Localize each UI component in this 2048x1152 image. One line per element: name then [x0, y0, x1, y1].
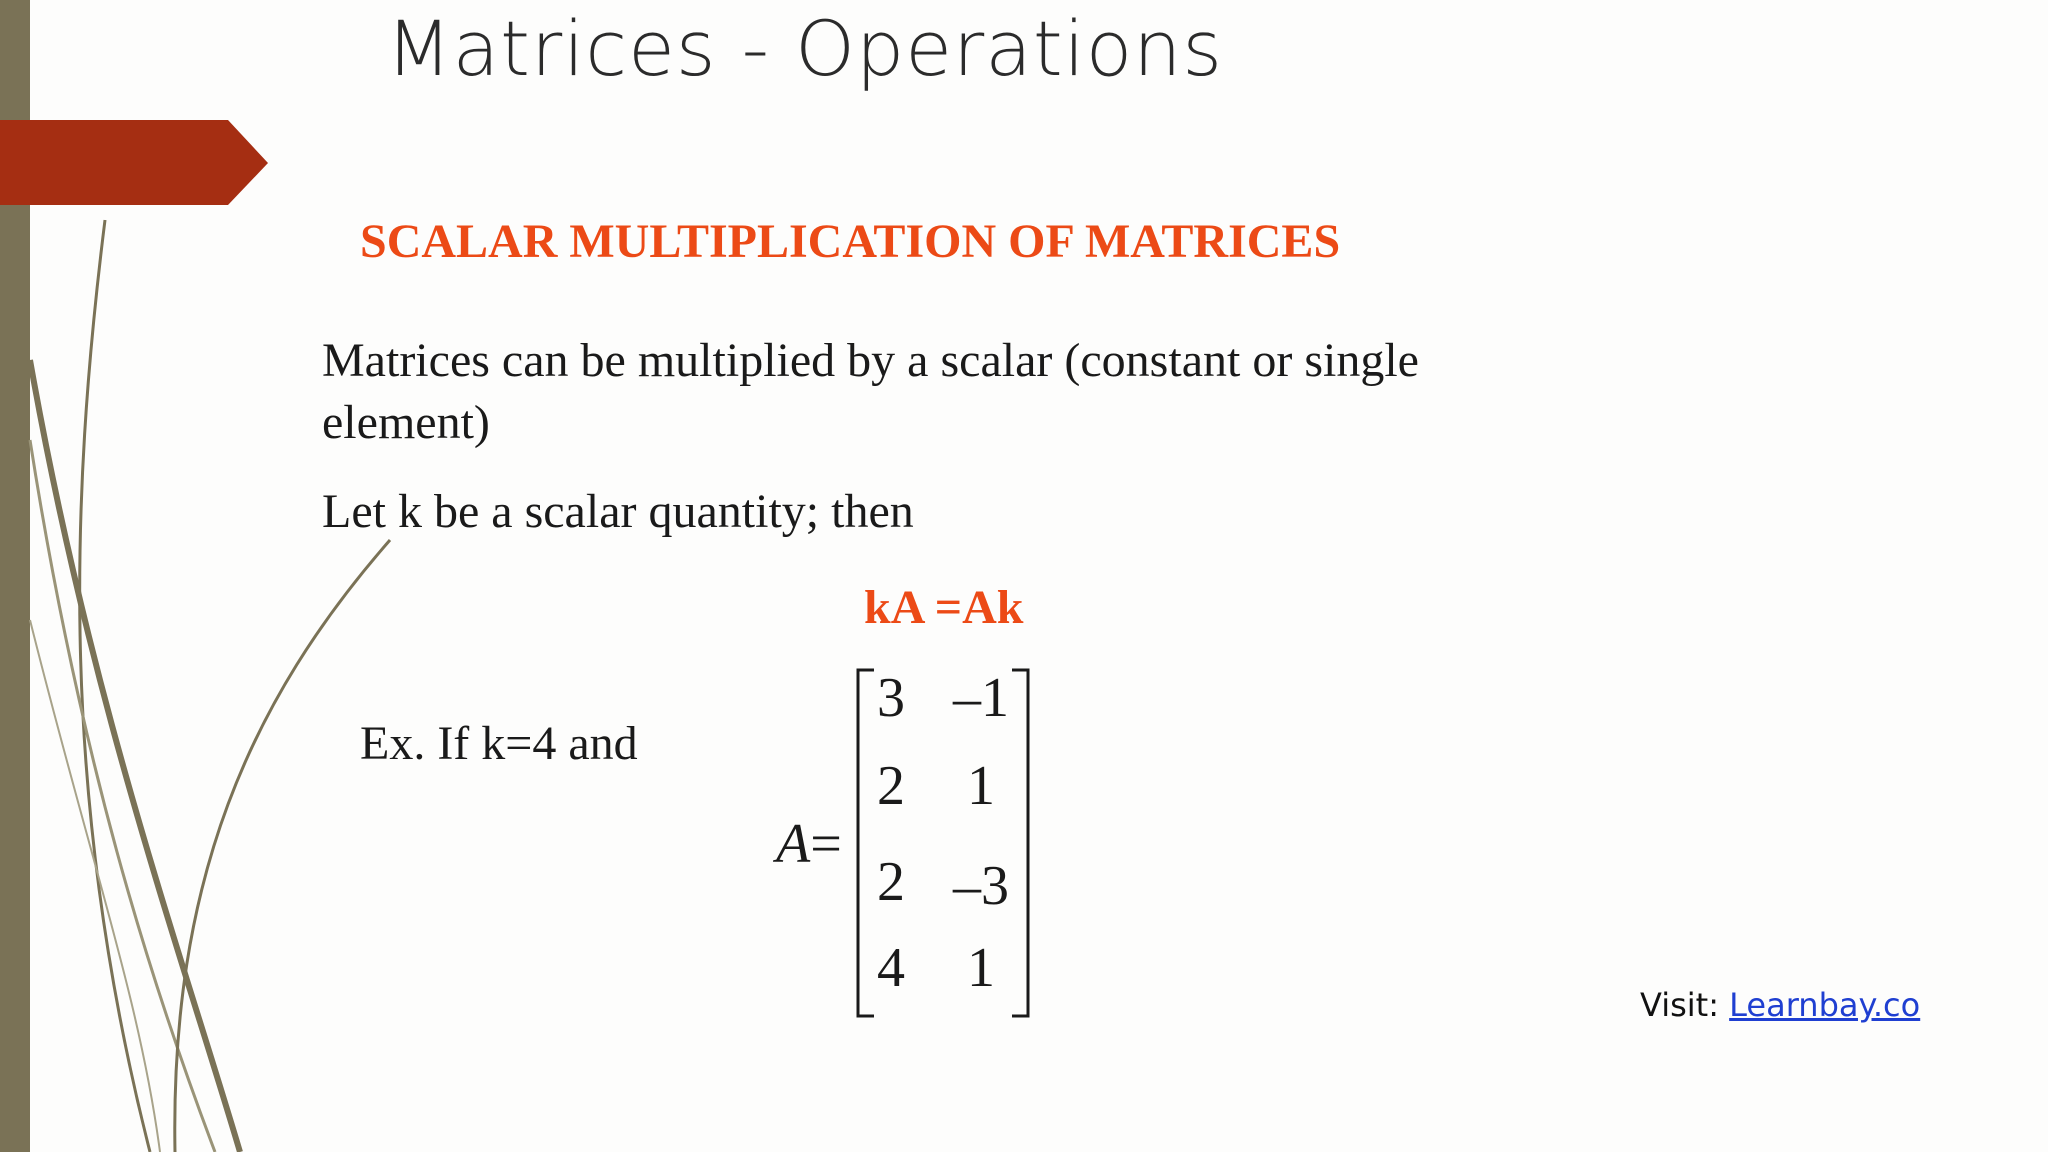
- matrix-label: [776, 812, 842, 876]
- matrix-cell: –3: [953, 855, 1009, 917]
- matrix-cell: 2: [877, 755, 905, 817]
- scalar-definition: Let k be a scalar quantity; then: [322, 485, 914, 538]
- intro-paragraph: Matrices can be multiplied by a scalar (constant or single element): [322, 334, 1419, 449]
- matrix-cell: 4: [877, 937, 905, 999]
- title-arrow: [0, 120, 268, 205]
- slide-title: Matrices - Operations: [386, 4, 1223, 93]
- matrix-cell: 2: [877, 851, 905, 913]
- example-text: Ex. If k=4 and: [360, 717, 638, 770]
- matrix-cell: 1: [967, 937, 995, 999]
- learnbay-link[interactable]: Learnbay.co: [1729, 986, 1921, 1024]
- commutative-formula: kA =Ak: [864, 581, 1024, 634]
- matrix-cell: –1: [953, 667, 1009, 729]
- matrix-cell: 3: [877, 667, 905, 729]
- matrix-name: A: [776, 813, 811, 875]
- matrix-cell: 1: [967, 755, 995, 817]
- matrix-equals-sign: =: [810, 813, 842, 875]
- visit-label: Visit:: [1640, 986, 1730, 1024]
- footer-visit: [1640, 986, 1920, 1024]
- section-heading: SCALAR MULTIPLICATION OF MATRICES: [360, 215, 1341, 268]
